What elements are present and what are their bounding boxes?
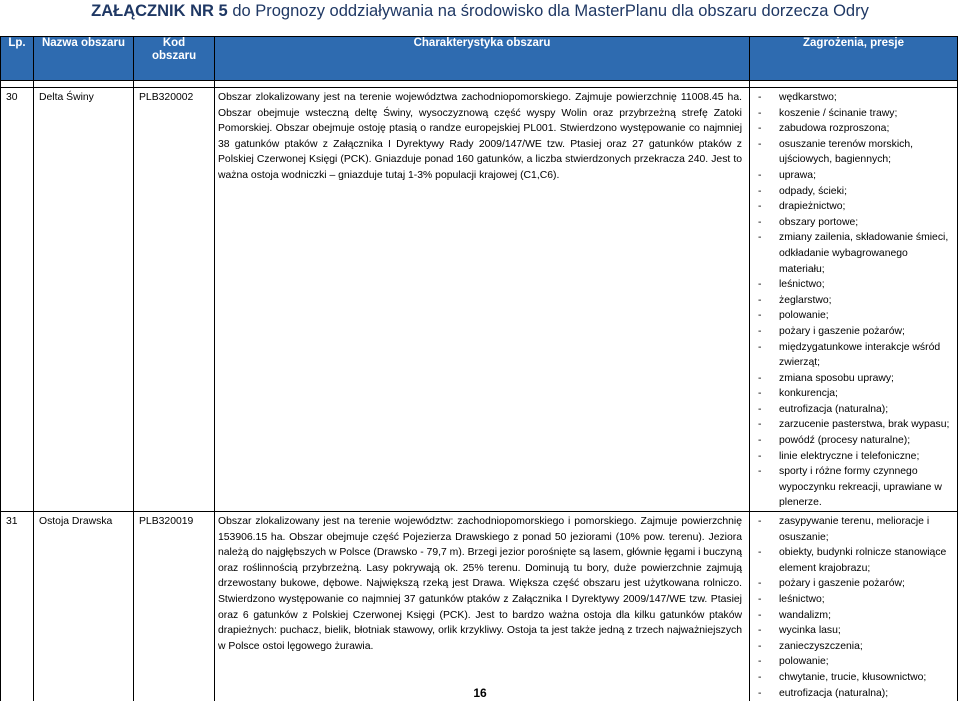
list-item: - koszenie / ścinanie trawy; <box>755 106 953 122</box>
list-item: - chwytanie, trucie, kłusownictwo; <box>755 670 953 686</box>
page-number: 16 <box>473 686 487 700</box>
list-item: - leśnictwo; <box>755 592 953 608</box>
list-item: - zasypywanie terenu, melioracje i osuszanie; <box>755 514 953 545</box>
header-code: Kod obszaru <box>134 37 215 81</box>
row-description: Obszar zlokalizowany jest na terenie województwa zachodniopomorskiego. Zajmuje powierzchnię 11008.45 ha. Obszar obejmuje wsteczną deltę Świny, wysoczyznową część wyspy Wolin oraz przybrzeżną strefę Zatoki Pomorskiej. Obszar obejmuje ostoję ptasią o randze europejskiej PL001. Stwierdzono występowanie co najmniej 38 gatunków ptaków z Załącznika I Dyrektywy Rady 2009/147/WE tzw. Ptasiej oraz 27 gatunków ptaków z Polskiej Czerwonej Księgi (PCK). Gniazduje ponad 160 gatunków, a liczba stwierdzonych przekracza 240. Jest to ważna ostoja wodniczki – gniazduje tutaj 1-3% populacji krajowej (C1,C6). <box>215 88 750 512</box>
list-item: - eutrofizacja (naturalna); <box>755 686 953 701</box>
list-item: - pożary i gaszenie pożarów; <box>755 576 953 592</box>
list-item: - eutrofizacja (naturalna); <box>755 402 953 418</box>
row-description: Obszar zlokalizowany jest na terenie województw: zachodniopomorskiego i pomorskiego. Zajmuje powierzchnię 153906.15 ha. Obszar obejmuje część Pojezierza Drawskiego z ponad 50 jeziorami (10% pow. terenu). Jeziora należą do najgłębszych w Polsce (Drawsko - 79,7 m). Brzegi jezior porośnięte są lasem, głównie łęgami i buczyną oraz roślinnością przybrzeżną. Lasy pokrywają ok. 25% terenu. Dominują tu bory, duże powierzchnie zajmują drzewostany bukowe, dębowe. Największą rzeką jest Drawa. Większa część obszaru jest użytkowana rolniczo. Stwierdzono występowanie co najmniej 37 gatunków ptaków z Załącznika I Dyrektywy 2009/147/WE tzw. Ptasiej oraz 6 gatunków z Polskiej Czerwonej Księgi (PCK). Jest to bardzo ważna ostoja dla kilku gatunków ptaków drapieżnych: puchacz, bielik, błotniak stawowy, orlik krzykliwy. Ostoja ta jest także jedną z trzech najważniejszych w Polsce ostoi lęgowego żurawia. <box>215 512 750 701</box>
threats-list <box>755 90 953 511</box>
list-item: - pożary i gaszenie pożarów; <box>755 324 953 340</box>
page-title-rest: do Prognozy oddziaływania na środowisko dla MasterPlanu dla obszaru dorzecza Odry <box>227 2 869 20</box>
header-gap <box>1 81 958 88</box>
list-item: - obiekty, budynki rolnicze stanowiące element krajobrazu; <box>755 545 953 576</box>
threats-list <box>755 514 953 701</box>
list-item: - wandalizm; <box>755 608 953 624</box>
list-item: - leśnictwo; <box>755 277 953 293</box>
list-item: - polowanie; <box>755 308 953 324</box>
list-item: - obszary portowe; <box>755 215 953 231</box>
list-item: - zabudowa rozproszona; <box>755 121 953 137</box>
row-lp: 31 <box>1 512 34 701</box>
row-name: Ostoja Drawska <box>34 512 134 701</box>
header-lp: Lp. <box>1 37 34 81</box>
list-item: - odpady, ścieki; <box>755 184 953 200</box>
list-item: - wędkarstwo; <box>755 90 953 106</box>
list-item: - polowanie; <box>755 654 953 670</box>
header-description: Charakterystyka obszaru <box>215 37 750 81</box>
row-code: PLB320019 <box>134 512 215 701</box>
list-item: - linie elektryczne i telefoniczne; <box>755 449 953 465</box>
areas-table <box>0 36 958 701</box>
row-lp: 30 <box>1 88 34 512</box>
list-item: - zmiana sposobu uprawy; <box>755 371 953 387</box>
list-item: - zmiany zailenia, składowanie śmieci, odkładanie wybagrowanego materiału; <box>755 230 953 277</box>
list-item: - uprawa; <box>755 168 953 184</box>
list-item: - wycinka lasu; <box>755 623 953 639</box>
page-title-prefix: ZAŁĄCZNIK NR 5 <box>91 2 228 20</box>
table-header <box>1 37 958 81</box>
row-name: Delta Świny <box>34 88 134 512</box>
row-threats <box>750 512 958 701</box>
header-threats: Zagrożenia, presje <box>750 37 958 81</box>
page-title <box>0 0 960 26</box>
list-item: - powódź (procesy naturalne); <box>755 433 953 449</box>
list-item: - międzygatunkowe interakcje wśród zwierząt; <box>755 340 953 371</box>
row-code: PLB320002 <box>134 88 215 512</box>
table-row <box>1 512 958 701</box>
list-item: - zanieczyszczenia; <box>755 639 953 655</box>
table-row <box>1 88 958 512</box>
row-threats <box>750 88 958 512</box>
header-name: Nazwa obszaru <box>34 37 134 81</box>
list-item: - żeglarstwo; <box>755 293 953 309</box>
list-item: - zarzucenie pasterstwa, brak wypasu; <box>755 417 953 433</box>
list-item: - osuszanie terenów morskich, ujściowych, bagiennych; <box>755 137 953 168</box>
list-item: - drapieżnictwo; <box>755 199 953 215</box>
list-item: - sporty i różne formy czynnego wypoczynku rekreacji, uprawiane w plenerze. <box>755 464 953 511</box>
list-item: - konkurencja; <box>755 386 953 402</box>
